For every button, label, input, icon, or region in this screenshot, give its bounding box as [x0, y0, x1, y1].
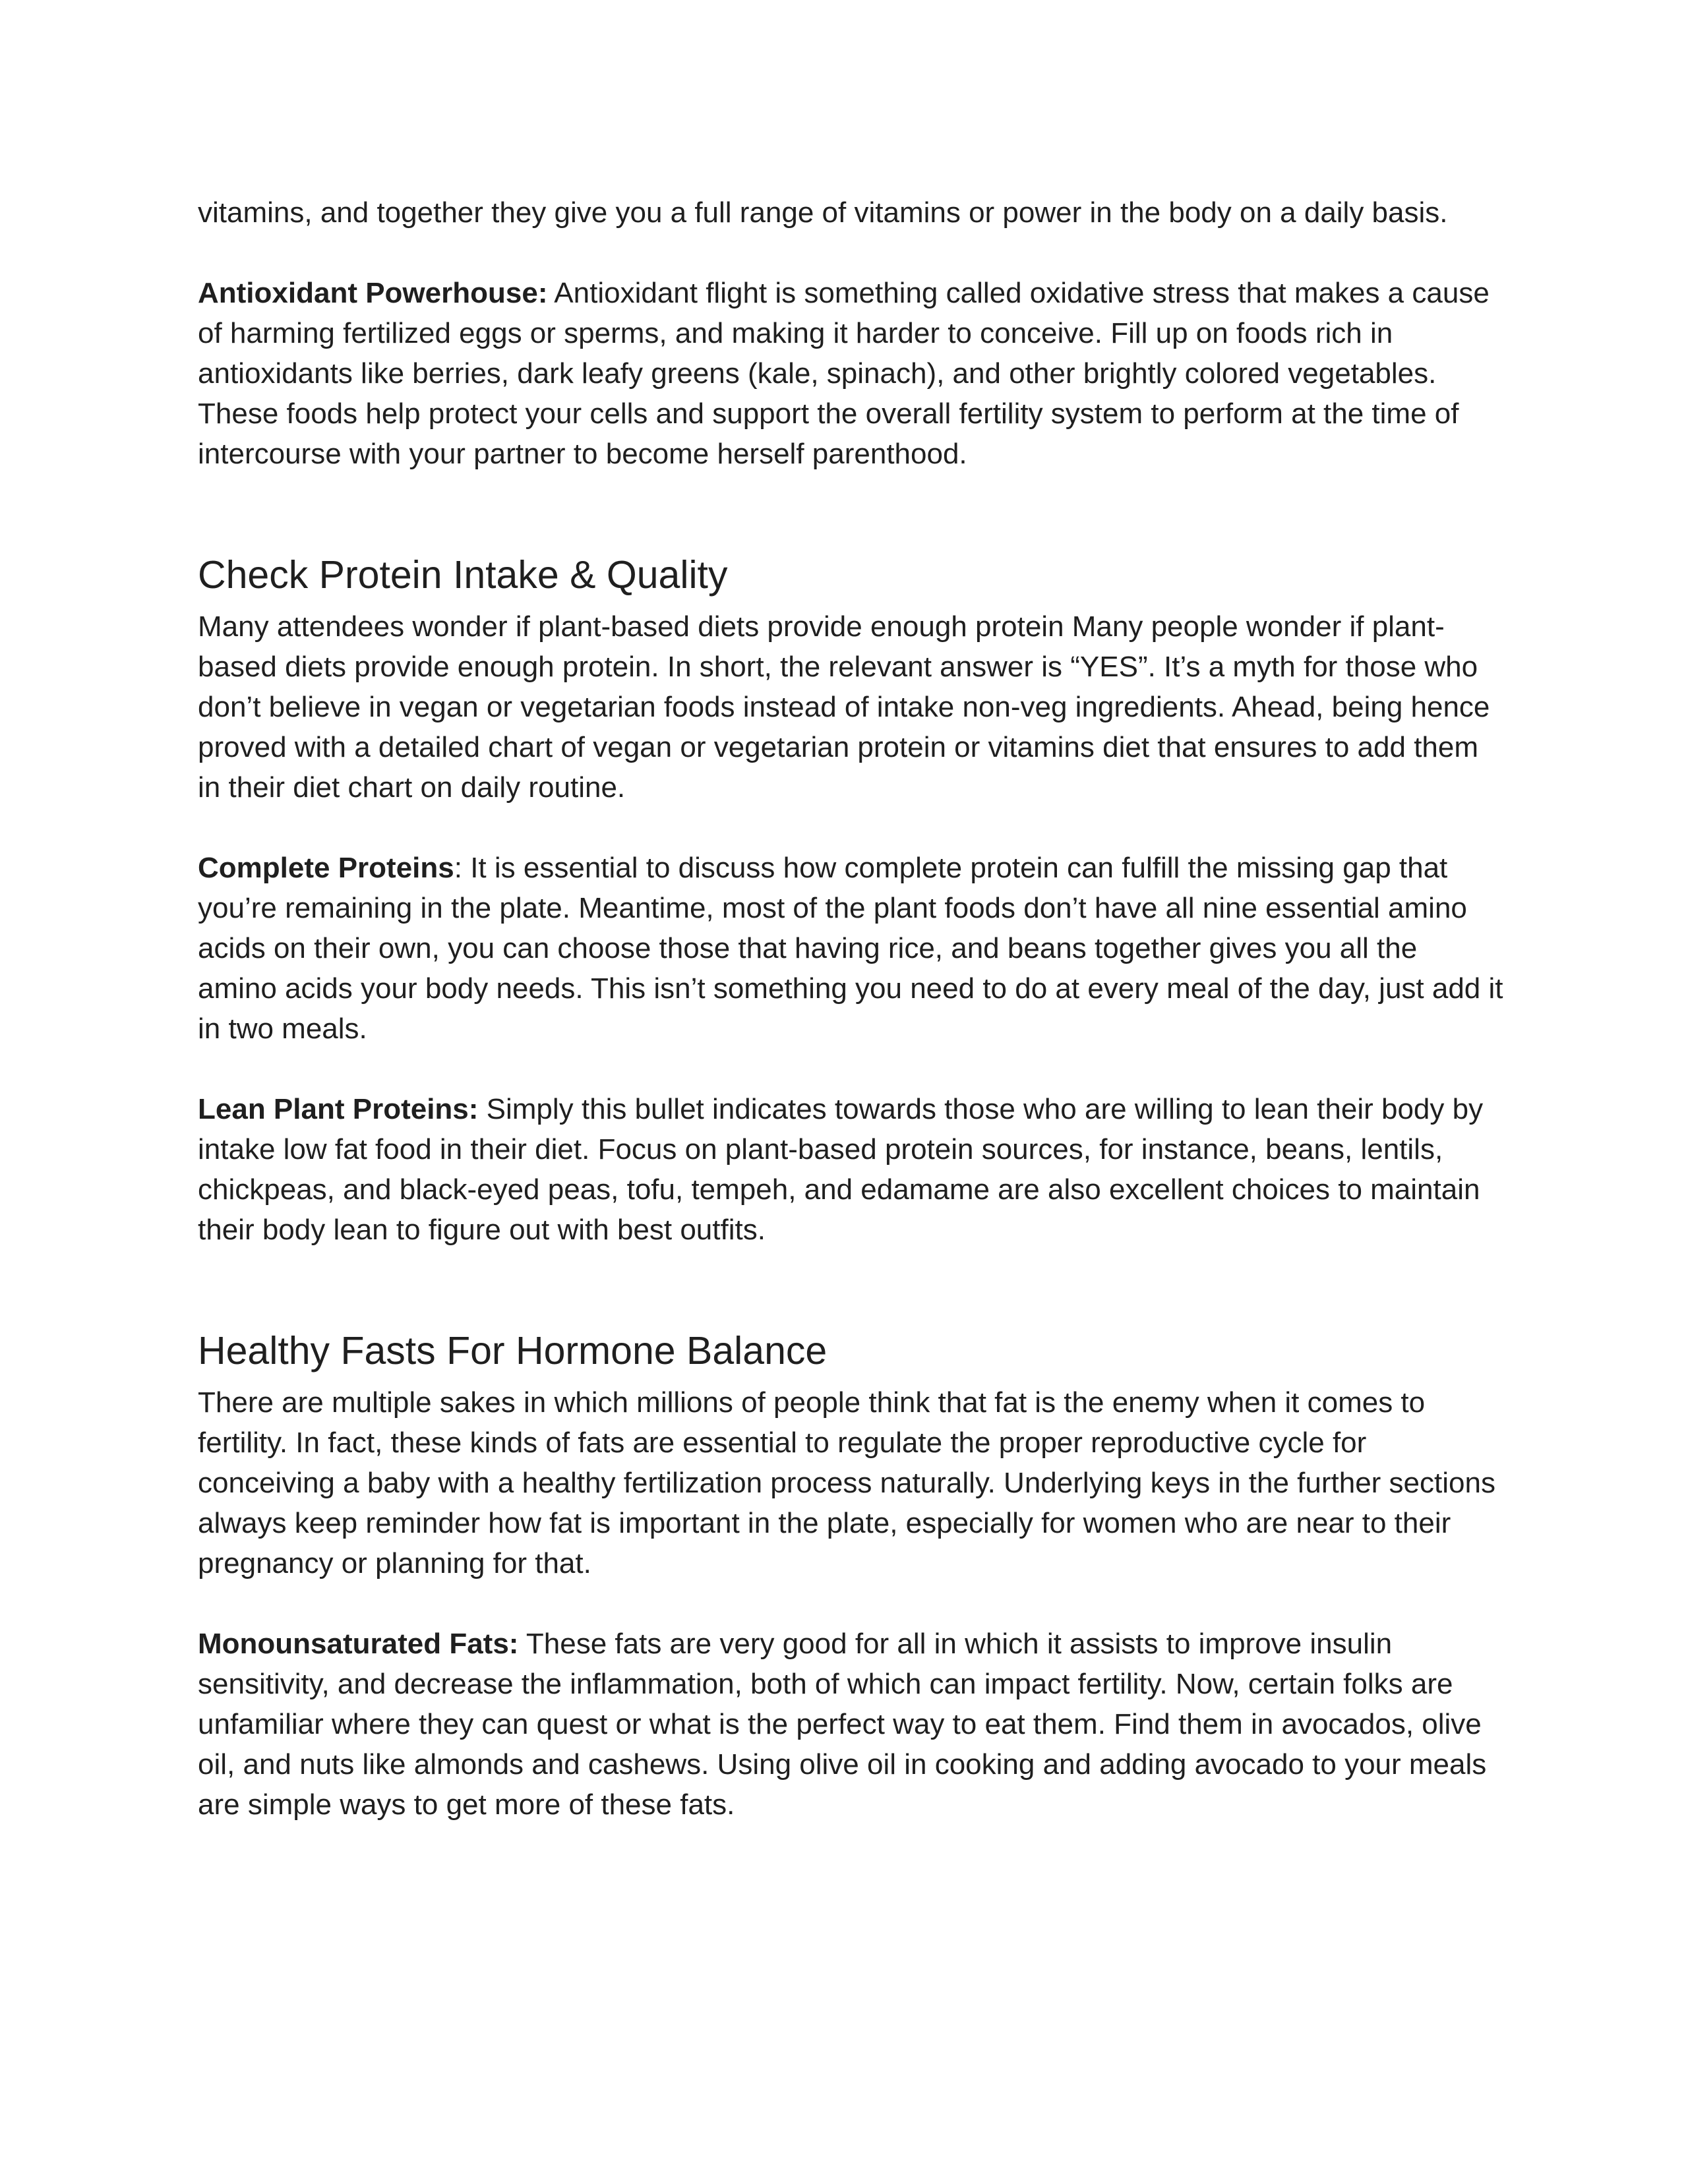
paragraph-antioxidant — [198, 273, 1503, 474]
section-spacer — [198, 514, 1503, 548]
complete-proteins-text: : It is essential to discuss how complete protein can fulfill the missing gap that you’re remaining in the plate. Meantime, most of the plant foods don’t have all nine essential amino acids on their own, you can choose those that having rice, and beans together gives you all the amino acids your body needs. This isn’t something you need to do at every meal of the day, just add it in two meals. — [198, 852, 1503, 1045]
paragraph-monounsaturated-fats — [198, 1624, 1503, 1825]
complete-proteins-lead: Complete Proteins — [198, 852, 454, 884]
antioxidant-text: Antioxidant flight is something called oxidative stress that makes a cause of harming fertilized eggs or sperms, and making it harder to conceive. Fill up on foods rich in antioxidants like berries, dark leafy greens (kale, spinach), and other brightly colored vegetables. These foods help protect your cells and support the overall fertility system to perform at the time of intercourse with your partner to become herself parenthood. — [198, 277, 1490, 470]
document-page — [198, 192, 1503, 1865]
paragraph-fats-intro — [198, 1382, 1503, 1583]
fats-intro-text: There are multiple sakes in which millions of people think that fat is the enemy when it comes to fertility. In fact, these kinds of fats are essential to regulate the proper reproductive cycle for conceiving a baby with a healthy fertilization process naturally. Underlying keys in the further sections always keep reminder how fat is important in the plate, especially for women who are near to their pregnancy or planning for that. — [198, 1386, 1495, 1579]
antioxidant-lead: Antioxidant Powerhouse: — [198, 277, 548, 309]
paragraph-protein-intro — [198, 606, 1503, 808]
protein-intro-text: Many attendees wonder if plant-based diets provide enough protein Many people wonder if plant-based diets provide enough protein. In short, the relevant answer is “YES”. It’s a myth for those who don’t believe in vegan or vegetarian foods instead of intake non-veg ingredients. Ahead, being hence proved with a detailed chart of vegan or vegetarian protein or vitamins diet that ensures to add them in their diet chart on daily routine. — [198, 610, 1490, 804]
mono-fats-text: These fats are very good for all in which it assists to improve insulin sensitivity, and decrease the inflammation, both of which can impact fertility. Now, certain folks are unfamiliar where they can quest or what is the perfect way to eat them. Find them in avocados, olive oil, and nuts like almonds and cashews. Using olive oil in cooking and adding avocado to your meals are simple ways to get more of these fats. — [198, 1628, 1487, 1821]
protein-heading: Check Protein Intake & Quality — [198, 553, 728, 597]
lean-proteins-lead: Lean Plant Proteins: — [198, 1093, 479, 1125]
paragraph-complete-proteins — [198, 848, 1503, 1049]
fats-heading: Healthy Fasts For Hormone Balance — [198, 1329, 828, 1372]
section-spacer — [198, 1290, 1503, 1324]
paragraph-intro-end — [198, 192, 1503, 233]
paragraph-text: vitamins, and together they give you a full range of vitamins or power in the body on a daily basis. — [198, 196, 1448, 229]
lean-proteins-text: Simply this bullet indicates towards those who are willing to lean their body by intake low fat food in their diet. Focus on plant-based protein sources, for instance, beans, lentils, chickpeas, and black-eyed peas, tofu, tempeh, and edamame are also excellent choices to maintain their body lean to figure out with best outfits. — [198, 1093, 1484, 1246]
mono-fats-lead: Monounsaturated Fats: — [198, 1628, 519, 1660]
paragraph-lean-proteins — [198, 1089, 1503, 1250]
